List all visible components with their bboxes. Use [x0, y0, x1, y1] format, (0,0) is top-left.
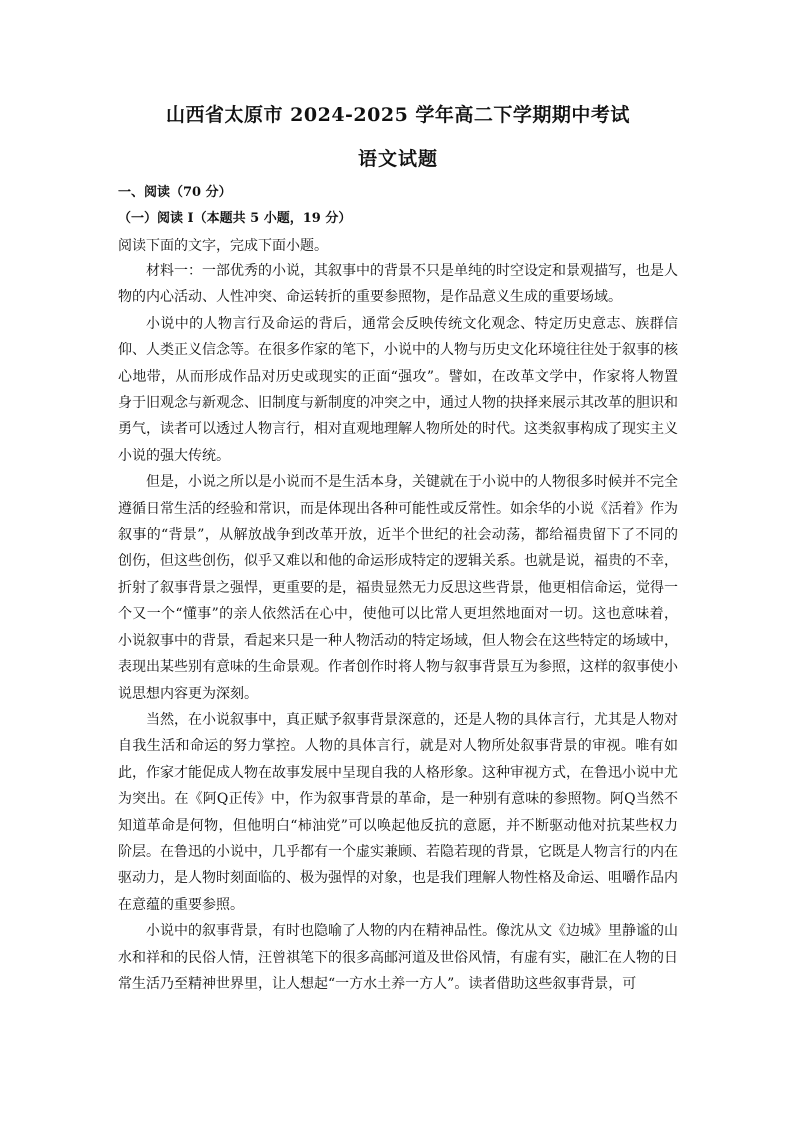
- subsection-heading: （一）阅读 I（本题共 5 小题，19 分）: [118, 211, 352, 226]
- paragraph: 材料一：一部优秀的小说，其叙事中的背景不只是单纯的时空设定和景观描写，也是人物的内心活动、人性冲突、命运转折的重要参照物，是作品意义生成的重要场域。: [118, 263, 678, 306]
- paragraph: 但是，小说之所以是小说而不是生活本身，关键就在于小说中的人物很多时候并不完全遵循日常生活的经验和常识，而是体现出各种可能性或反常性。如余华的小说《活着》作为叙事的“背景”，从解放战争到改革开放，近半个世纪的社会动荡，都给福贵留下了不同的创伤，但这些创伤，似乎又难以和他的命运形成特定的逻辑关系。也就是说，福贵的不幸，折射了叙事背景之强悍，更重要的是，福贵显然无力反思这些背景，他更相信命运，觉得一个又一个“懂事”的亲人依然活在心中，使他可以比常人更坦然地面对一切。这也意味着，小说叙事中的背景，看起来只是一种人物活动的特定场域，但人物会在这些特定的场域中，表现出某些别有意味的生命景观。作者创作时将人物与叙事背景互为参照，这样的叙事使小说思想内容更为深刻。: [118, 474, 678, 702]
- document-subtitle: 语文试题: [357, 148, 438, 170]
- document-title: 山西省太原市 2024-2025 学年高二下学期期中考试: [166, 104, 630, 126]
- paragraph: 当然，在小说叙事中，真正赋予叙事背景深意的，还是人物的具体言行，尤其是人物对自我生活和命运的努力掌控。人物的具体言行，就是对人物所处叙事背景的审视。唯有如此，作家才能促成人物在故事发展中呈现自我的人格形象。这种审视方式，在鲁迅小说中尤为突出。在《阿Q正传》中，作为叙事背景的革命，是一种别有意味的参照物。阿Q当然不知道革命是何物，但他明白“柿油党”可以唤起他反抗的意愿，并不断驱动他对抗某些权力阶层。在鲁迅的小说中，几乎都有一个虚实兼顾、若隐若现的背景，它既是人物言行的内在驱动力，是人物时刻面临的、极为强悍的对象，也是我们理解人物性格及命运、咀嚼作品内在意蕴的重要参照。: [118, 711, 678, 913]
- paragraph: 小说中的人物言行及命运的背后，通常会反映传统文化观念、特定历史意志、族群信仰、人类正义信念等。在很多作家的笔下，小说中的人物与历史文化环境往往处于叙事的核心地带，从而形成作品对历史或现实的正面“强攻”。譬如，在改革文学中，作家将人物置身于旧观念与新观念、旧制度与新制度的冲突之中，通过人物的抉择来展示其改革的胆识和勇气，读者可以透过人物言行，相对直观地理解人物所处的时代。这类叙事构成了现实主义小说的强大传统。: [118, 315, 678, 464]
- reading-passage: [118, 258, 678, 997]
- paragraph: 小说中的叙事背景，有时也隐喻了人物的内在精神品性。像沈从文《边城》里静谧的山水和祥和的民俗人情，汪曾祺笔下的很多高邮河道及世俗风情，有虚有实，融汇在人物的日常生活乃至精神世界里，让人想起“一方水土养一方人”。读者借助这些叙事背景，可: [118, 923, 678, 992]
- section-heading: 一、阅读（70 分）: [118, 185, 232, 200]
- reading-instruction: 阅读下面的文字，完成下面小题。: [118, 238, 328, 254]
